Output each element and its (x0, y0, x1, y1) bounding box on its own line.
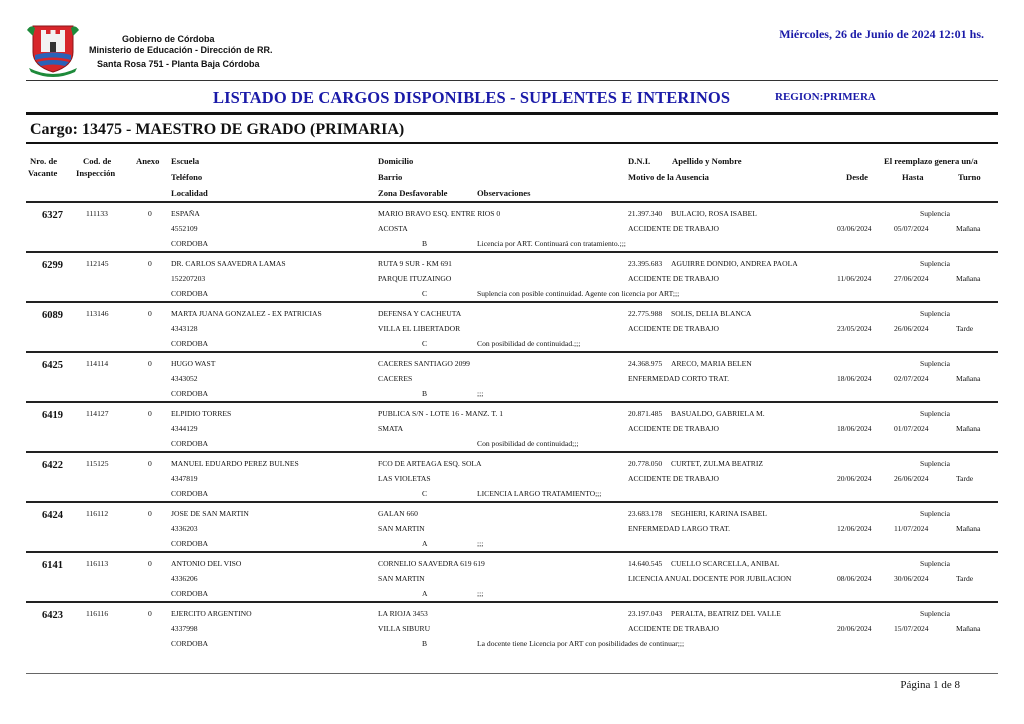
title-divider (26, 112, 998, 115)
cell-obs: Con posibilidad de continuidad.;;; (477, 339, 581, 348)
cell-anexo: 0 (148, 309, 152, 318)
cell-turno: Tarde (956, 474, 974, 483)
cell-nombre: PERALTA, BEATRIZ DEL VALLE (671, 609, 781, 618)
col-apellido: Apellido y Nombre (672, 156, 742, 166)
cell-domicilio: FCO DE ARTEAGA ESQ. SOLA (378, 459, 482, 468)
cell-hasta: 26/06/2024 (894, 474, 929, 483)
cell-obs: ;;; (477, 389, 484, 398)
cell-nombre: CUELLO SCARCELLA, ANIBAL (671, 559, 780, 568)
cell-zona: B (422, 239, 428, 248)
cell-desde: 18/06/2024 (837, 424, 872, 433)
cell-obs: Licencia por ART. Continuará con tratamiento.;;; (477, 239, 626, 248)
cell-escuela: ESPAÑA (171, 209, 200, 218)
cell-telefono: 4336203 (171, 524, 198, 533)
cell-motivo: LICENCIA ANUAL DOCENTE POR JUBILACION (628, 574, 792, 583)
cell-nombre: BASUALDO, GABRIELA M. (671, 409, 765, 418)
cell-telefono: 4336206 (171, 574, 198, 583)
cell-escuela: HUGO WAST (171, 359, 216, 368)
region-label: REGION:PRIMERA (775, 91, 876, 103)
row-divider (26, 201, 998, 203)
cell-nro: 6419 (42, 410, 63, 421)
cell-telefono: 4343052 (171, 374, 198, 383)
cell-turno: Mañana (956, 524, 981, 533)
cell-localidad: CORDOBA (171, 439, 209, 448)
cell-turno: Mañana (956, 374, 981, 383)
cell-hasta: 11/07/2024 (894, 524, 929, 533)
cell-cod: 111133 (86, 209, 108, 218)
row-divider (26, 301, 998, 303)
header-divider (26, 80, 998, 81)
cell-escuela: MARTA JUANA GONZALEZ - EX PATRICIAS (171, 309, 322, 318)
cell-dni: 23.395.683 (628, 259, 663, 268)
col-dni: D.N.I. (628, 156, 651, 166)
col-turno: Turno (958, 172, 981, 182)
org-address: Santa Rosa 751 - Planta Baja Córdoba (97, 59, 260, 69)
cell-nro: 6423 (42, 610, 63, 621)
report-title: LISTADO DE CARGOS DISPONIBLES - SUPLENTES E INTERINOS (213, 88, 731, 107)
cell-obs: Con posibilidad de continuidad;;; (477, 439, 579, 448)
col-reemplazo: El reemplazo genera un/a (884, 156, 978, 166)
cell-dni: 24.368.975 (628, 359, 663, 368)
cell-nro: 6327 (42, 210, 63, 221)
footer-divider (26, 673, 998, 674)
cell-tipo: Suplencia (920, 209, 950, 218)
cell-zona: B (422, 639, 428, 648)
cell-nro: 6299 (42, 260, 63, 271)
row-divider (26, 551, 998, 553)
cell-obs: La docente tiene Licencia por ART con posibilidades de continuar;;; (477, 639, 685, 648)
cell-nombre: ARECO, MARIA BELEN (671, 359, 752, 368)
cell-telefono: 4337998 (171, 624, 198, 633)
col-zona: Zona Desfavorable (378, 188, 448, 198)
cell-turno: Mañana (956, 624, 981, 633)
cell-nombre: CURTET, ZULMA BEATRIZ (671, 459, 763, 468)
cell-barrio: VILLA SIBURU (378, 624, 431, 633)
cell-nro: 6141 (42, 560, 63, 571)
cell-turno: Tarde (956, 324, 974, 333)
coat-of-arms-logo (27, 22, 79, 78)
cell-desde: 11/06/2024 (837, 274, 872, 283)
cell-anexo: 0 (148, 259, 152, 268)
cell-turno: Mañana (956, 274, 981, 283)
col-anexo: Anexo (136, 156, 160, 166)
cell-motivo: ENFERMEDAD CORTO TRAT. (628, 374, 730, 383)
cell-nro: 6089 (42, 310, 63, 321)
cell-tipo: Suplencia (920, 409, 950, 418)
cell-anexo: 0 (148, 209, 152, 218)
cell-zona: C (422, 339, 428, 348)
cell-tipo: Suplencia (920, 559, 950, 568)
cell-domicilio: LA RIOJA 3453 (378, 609, 428, 618)
cell-escuela: EJERCITO ARGENTINO (171, 609, 252, 618)
col-nro-1: Nro. de (30, 156, 58, 166)
cell-nro: 6422 (42, 460, 63, 471)
col-hasta: Hasta (902, 172, 924, 182)
cell-telefono: 4344129 (171, 424, 198, 433)
cell-obs: ;;; (477, 589, 484, 598)
cell-anexo: 0 (148, 359, 152, 368)
cell-anexo: 0 (148, 559, 152, 568)
cell-tipo: Suplencia (920, 609, 950, 618)
col-nro-2: Vacante (28, 168, 58, 178)
row-divider (26, 401, 998, 403)
cell-hasta: 27/06/2024 (894, 274, 929, 283)
cell-barrio: SMATA (378, 424, 404, 433)
cell-nombre: SOLIS, DELIA BLANCA (671, 309, 752, 318)
cell-nro: 6424 (42, 510, 63, 521)
cell-hasta: 05/07/2024 (894, 224, 929, 233)
col-escuela: Escuela (171, 156, 200, 166)
cell-motivo: ACCIDENTE DE TRABAJO (628, 624, 719, 633)
cell-dni: 20.871.485 (628, 409, 663, 418)
cell-localidad: CORDOBA (171, 489, 209, 498)
cell-anexo: 0 (148, 609, 152, 618)
row-divider (26, 451, 998, 453)
cell-anexo: 0 (148, 409, 152, 418)
cell-turno: Mañana (956, 424, 981, 433)
cell-obs: ;;; (477, 539, 484, 548)
cell-barrio: PARQUE ITUZAINGO (378, 274, 452, 283)
cell-barrio: VILLA EL LIBERTADOR (378, 324, 461, 333)
cell-domicilio: PUBLICA S/N - LOTE 16 - MANZ. T. 1 (378, 409, 504, 418)
cell-anexo: 0 (148, 509, 152, 518)
cell-nombre: SEGHIERI, KARINA ISABEL (671, 509, 767, 518)
cell-domicilio: CORNELIO SAAVEDRA 619 619 (378, 559, 485, 568)
cell-desde: 08/06/2024 (837, 574, 872, 583)
col-motivo: Motivo de la Ausencia (628, 172, 709, 182)
cell-cod: 114114 (86, 359, 109, 368)
cell-nombre: BULACIO, ROSA ISABEL (671, 209, 757, 218)
cargo-heading: Cargo: 13475 - MAESTRO DE GRADO (PRIMARIA) (30, 121, 405, 138)
cell-cod: 116113 (86, 559, 109, 568)
cell-motivo: ACCIDENTE DE TRABAJO (628, 274, 719, 283)
cell-domicilio: DEFENSA Y CACHEUTA (378, 309, 462, 318)
cell-desde: 03/06/2024 (837, 224, 872, 233)
cell-barrio: LAS VIOLETAS (378, 474, 431, 483)
cell-dni: 23.197.043 (628, 609, 663, 618)
cell-localidad: CORDOBA (171, 339, 209, 348)
cell-telefono: 4347819 (171, 474, 198, 483)
cell-tipo: Suplencia (920, 459, 950, 468)
col-barrio: Barrio (378, 172, 403, 182)
col-domicilio: Domicilio (378, 156, 414, 166)
col-telefono: Teléfono (171, 172, 203, 182)
cell-cod: 113146 (86, 309, 109, 318)
cell-zona: C (422, 489, 428, 498)
cell-anexo: 0 (148, 459, 152, 468)
cell-escuela: MANUEL EDUARDO PEREZ BULNES (171, 459, 299, 468)
cell-domicilio: RUTA 9 SUR - KM 691 (378, 259, 452, 268)
cell-domicilio: GALAN 660 (378, 509, 418, 518)
cell-localidad: CORDOBA (171, 389, 209, 398)
cell-telefono: 4552109 (171, 224, 198, 233)
cell-dni: 22.775.988 (628, 309, 663, 318)
cell-desde: 20/06/2024 (837, 624, 872, 633)
cell-tipo: Suplencia (920, 259, 950, 268)
cell-localidad: CORDOBA (171, 289, 209, 298)
cell-obs: LICENCIA LARGO TRATAMIENTO;;; (477, 489, 602, 498)
cell-zona: C (422, 289, 428, 298)
row-divider (26, 501, 998, 503)
cell-hasta: 15/07/2024 (894, 624, 929, 633)
page-indicator: Página 1 de 8 (900, 679, 960, 691)
cell-turno: Tarde (956, 574, 974, 583)
col-localidad: Localidad (171, 188, 208, 198)
cell-tipo: Suplencia (920, 359, 950, 368)
cell-desde: 12/06/2024 (837, 524, 872, 533)
col-desde: Desde (846, 172, 868, 182)
org-name: Gobierno de Córdoba (122, 34, 215, 44)
cell-domicilio: CACERES SANTIAGO 2099 (378, 359, 470, 368)
cell-motivo: ACCIDENTE DE TRABAJO (628, 324, 719, 333)
cell-motivo: ACCIDENTE DE TRABAJO (628, 474, 719, 483)
cell-zona: B (422, 389, 428, 398)
cell-cod: 115125 (86, 459, 109, 468)
cell-tipo: Suplencia (920, 309, 950, 318)
report-date: Miércoles, 26 de Junio de 2024 12:01 hs. (779, 27, 984, 41)
cell-cod: 114127 (86, 409, 109, 418)
cell-dni: 21.397.340 (628, 209, 663, 218)
cell-hasta: 30/06/2024 (894, 574, 929, 583)
cell-telefono: 4343128 (171, 324, 198, 333)
cell-cod: 112145 (86, 259, 109, 268)
cell-hasta: 01/07/2024 (894, 424, 929, 433)
cell-desde: 23/05/2024 (837, 324, 872, 333)
cell-dni: 14.640.545 (628, 559, 663, 568)
cell-barrio: ACOSTA (378, 224, 408, 233)
col-observaciones: Observaciones (477, 188, 531, 198)
cell-tipo: Suplencia (920, 509, 950, 518)
cell-dni: 20.778.050 (628, 459, 663, 468)
cell-turno: Mañana (956, 224, 981, 233)
cargo-divider (26, 142, 998, 144)
cell-escuela: ANTONIO DEL VISO (171, 559, 242, 568)
cell-motivo: ENFERMEDAD LARGO TRAT. (628, 524, 731, 533)
cell-motivo: ACCIDENTE DE TRABAJO (628, 424, 719, 433)
cell-domicilio: MARIO BRAVO ESQ. ENTRE RIOS 0 (378, 209, 501, 218)
cell-barrio: SAN MARTIN (378, 574, 425, 583)
cell-nro: 6425 (42, 360, 63, 371)
cell-escuela: ELPIDIO TORRES (171, 409, 232, 418)
cell-localidad: CORDOBA (171, 589, 209, 598)
cell-dni: 23.683.178 (628, 509, 663, 518)
org-ministry: Ministerio de Educación - Dirección de RR. (89, 45, 273, 55)
row-divider (26, 601, 998, 603)
cell-motivo: ACCIDENTE DE TRABAJO (628, 224, 719, 233)
cell-localidad: CORDOBA (171, 639, 209, 648)
cell-barrio: CACERES (378, 374, 413, 383)
col-cod-2: Inspección (76, 168, 116, 178)
cell-hasta: 26/06/2024 (894, 324, 929, 333)
cell-nombre: AGUIRRE DONDIO, ANDREA PAOLA (671, 259, 798, 268)
cell-hasta: 02/07/2024 (894, 374, 929, 383)
cell-obs: Suplencia con posible continuidad. Agente con licencia por ART;;; (477, 289, 680, 298)
cell-desde: 18/06/2024 (837, 374, 872, 383)
cell-localidad: CORDOBA (171, 239, 209, 248)
row-divider (26, 351, 998, 353)
cell-escuela: JOSE DE SAN MARTIN (171, 509, 249, 518)
cell-desde: 20/06/2024 (837, 474, 872, 483)
cell-localidad: CORDOBA (171, 539, 209, 548)
cell-cod: 116116 (86, 609, 109, 618)
cell-telefono: 152207203 (171, 274, 206, 283)
cell-barrio: SAN MARTIN (378, 524, 425, 533)
cell-escuela: DR. CARLOS SAAVEDRA LAMAS (171, 259, 286, 268)
col-cod-1: Cod. de (83, 156, 112, 166)
row-divider (26, 251, 998, 253)
cell-zona: A (422, 589, 428, 598)
cell-cod: 116112 (86, 509, 109, 518)
cell-zona: A (422, 539, 428, 548)
